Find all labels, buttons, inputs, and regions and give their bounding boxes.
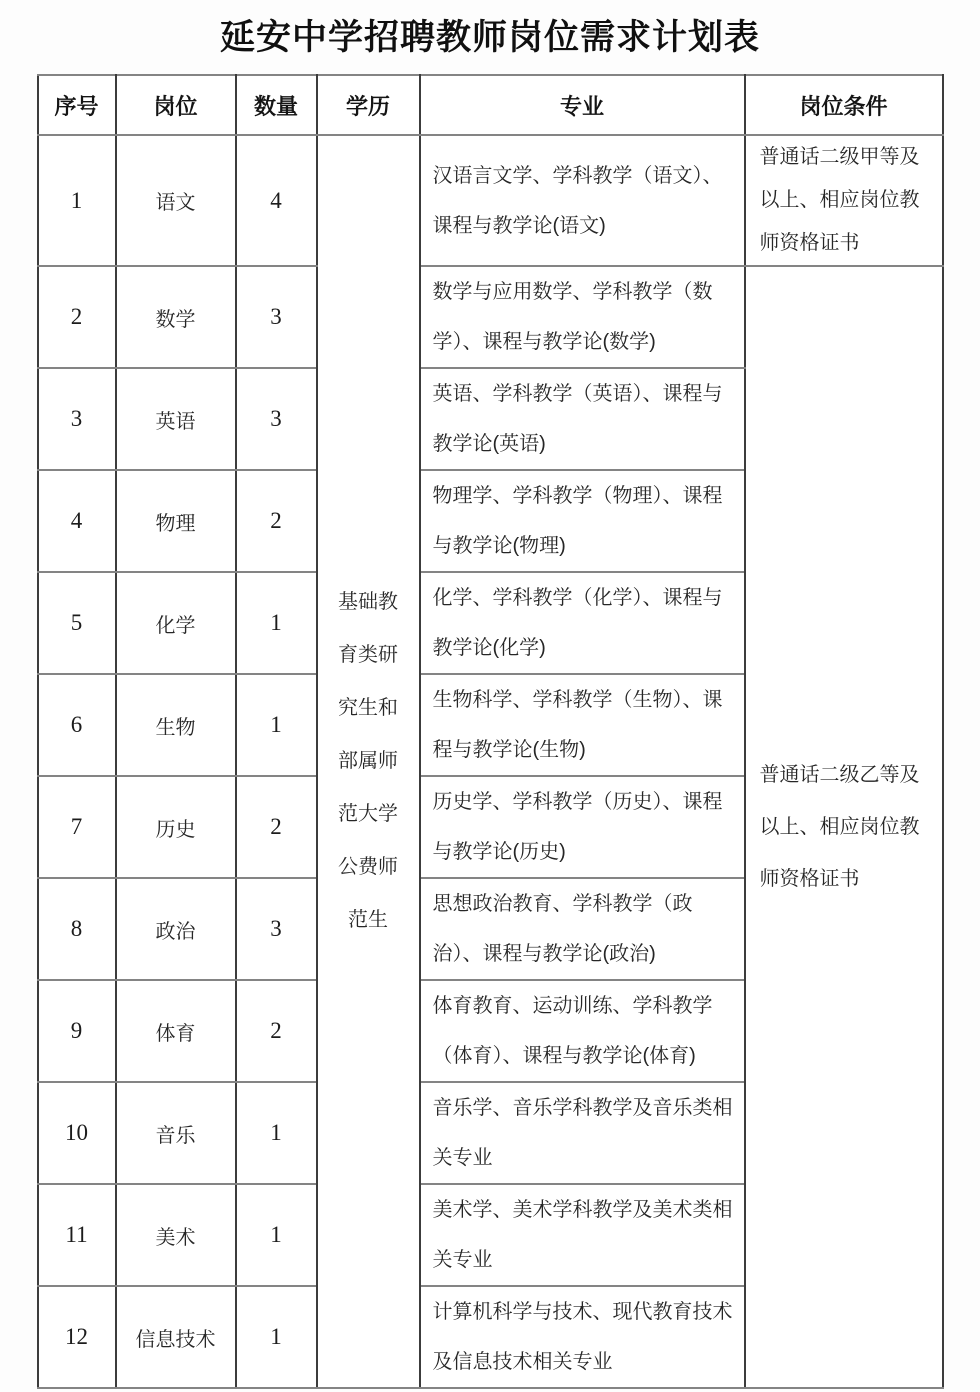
cell-count: 2 <box>236 470 317 572</box>
recruitment-plan-table <box>37 74 944 1389</box>
cell-no: 11 <box>38 1184 116 1286</box>
cell-no: 5 <box>38 572 116 674</box>
cell-position: 英语 <box>116 368 236 470</box>
cell-requirements-merged: 普通话二级乙等及以上、相应岗位教师资格证书 <box>745 266 943 1388</box>
table-row <box>38 135 943 266</box>
cell-major: 美术学、美术学科教学及美术类相关专业 <box>420 1184 745 1286</box>
cell-position: 政治 <box>116 878 236 980</box>
cell-major: 汉语言文学、学科教学（语文）、课程与教学论(语文) <box>420 135 745 266</box>
cell-count: 1 <box>236 1184 317 1286</box>
cell-count: 3 <box>236 368 317 470</box>
cell-position: 美术 <box>116 1184 236 1286</box>
cell-count: 3 <box>236 878 317 980</box>
header-row <box>38 75 943 135</box>
col-header-position: 岗位 <box>116 75 236 135</box>
cell-no: 1 <box>38 135 116 266</box>
cell-position: 生物 <box>116 674 236 776</box>
cell-no: 9 <box>38 980 116 1082</box>
cell-major: 生物科学、学科教学（生物）、课程与教学论(生物) <box>420 674 745 776</box>
cell-major: 数学与应用数学、学科教学（数学）、课程与教学论(数学) <box>420 266 745 368</box>
cell-no: 12 <box>38 1286 116 1388</box>
cell-major: 体育教育、运动训练、学科教学（体育）、课程与教学论(体育) <box>420 980 745 1082</box>
cell-no: 6 <box>38 674 116 776</box>
col-header-no: 序号 <box>38 75 116 135</box>
cell-major: 英语、学科教学（英语）、课程与教学论(英语) <box>420 368 745 470</box>
cell-count: 1 <box>236 1286 317 1388</box>
cell-no: 10 <box>38 1082 116 1184</box>
cell-count: 4 <box>236 135 317 266</box>
cell-count: 3 <box>236 266 317 368</box>
cell-count: 1 <box>236 674 317 776</box>
cell-major: 化学、学科教学（化学）、课程与教学论(化学) <box>420 572 745 674</box>
cell-no: 7 <box>38 776 116 878</box>
cell-major: 音乐学、音乐学科教学及音乐类相关专业 <box>420 1082 745 1184</box>
cell-position: 信息技术 <box>116 1286 236 1388</box>
cell-no: 8 <box>38 878 116 980</box>
cell-position: 历史 <box>116 776 236 878</box>
education-text: 基础教育类研究生和部属师范大学公费师范生 <box>338 591 398 931</box>
cell-no: 3 <box>38 368 116 470</box>
cell-count: 1 <box>236 572 317 674</box>
cell-no: 4 <box>38 470 116 572</box>
page-title: 延安中学招聘教师岗位需求计划表 <box>219 18 760 57</box>
cell-requirements-row1: 普通话二级甲等及以上、相应岗位教师资格证书 <box>745 135 943 266</box>
cell-count: 2 <box>236 980 317 1082</box>
cell-position: 音乐 <box>116 1082 236 1184</box>
cell-major: 物理学、学科教学（物理）、课程与教学论(物理) <box>420 470 745 572</box>
cell-major: 历史学、学科教学（历史）、课程与教学论(历史) <box>420 776 745 878</box>
col-header-requirements: 岗位条件 <box>745 75 943 135</box>
cell-position: 语文 <box>116 135 236 266</box>
cell-no: 2 <box>38 266 116 368</box>
cell-position: 数学 <box>116 266 236 368</box>
cell-education-merged <box>317 135 420 1388</box>
cell-major: 思想政治教育、学科教学（政治）、课程与教学论(政治) <box>420 878 745 980</box>
cell-position: 体育 <box>116 980 236 1082</box>
cell-count: 2 <box>236 776 317 878</box>
cell-count: 1 <box>236 1082 317 1184</box>
cell-major: 计算机科学与技术、现代教育技术及信息技术相关专业 <box>420 1286 745 1388</box>
col-header-major: 专业 <box>420 75 745 135</box>
table-row <box>38 266 943 368</box>
cell-position: 化学 <box>116 572 236 674</box>
col-header-count: 数量 <box>236 75 317 135</box>
cell-position: 物理 <box>116 470 236 572</box>
col-header-education: 学历 <box>317 75 420 135</box>
